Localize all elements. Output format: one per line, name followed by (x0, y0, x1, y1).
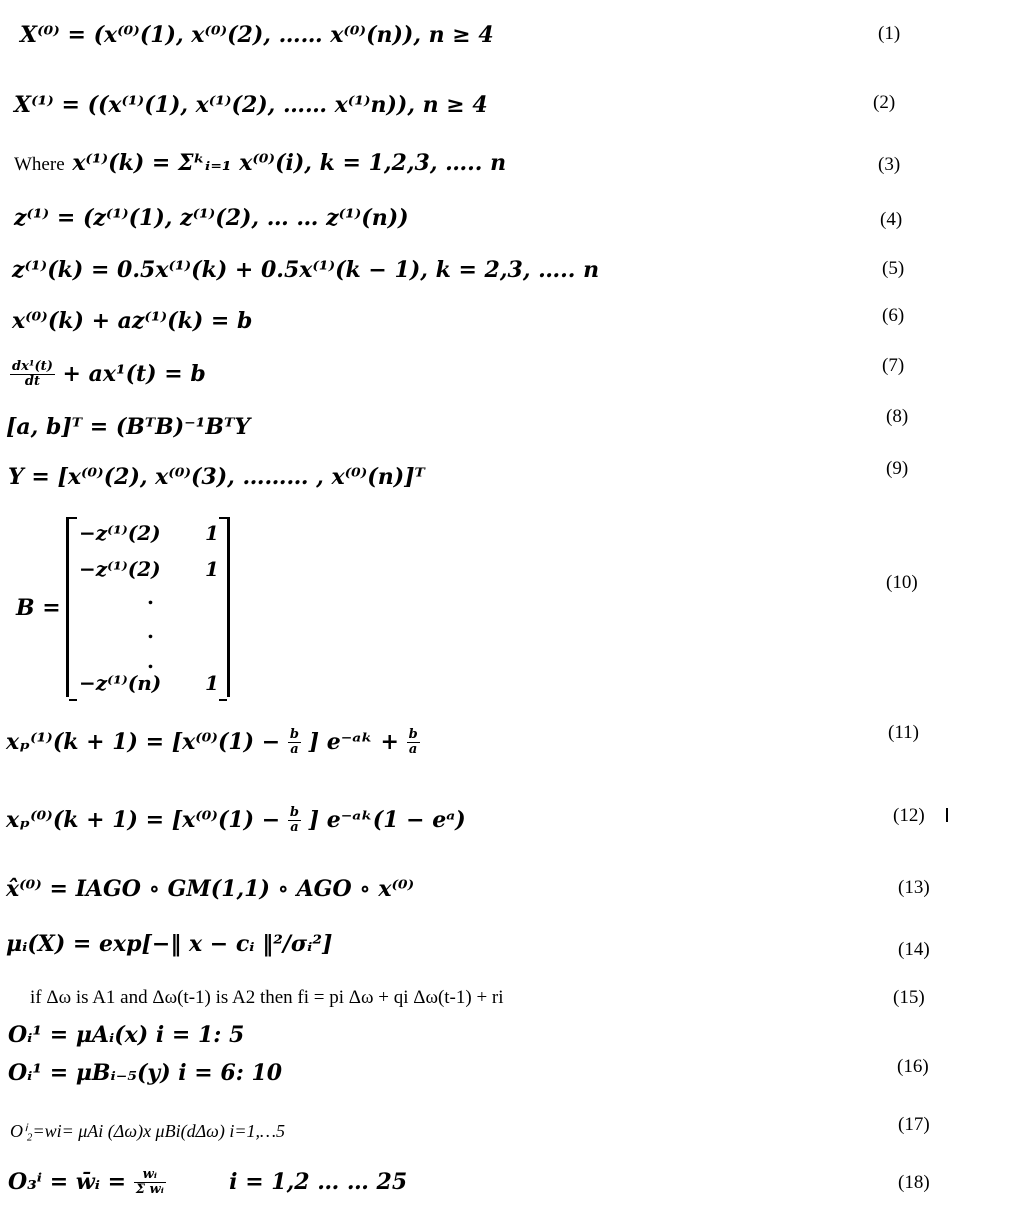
equation-3 (14, 152, 506, 174)
fraction-numerator: b (289, 805, 299, 820)
equation-14: μᵢ(X) = exp[−‖ x − cᵢ ‖²/σᵢ²] (6, 931, 333, 957)
fraction-b-over-a (407, 728, 420, 758)
equation-7-rest: + ax¹(t) = b (62, 360, 206, 387)
equation-number-18: (18) (898, 1172, 930, 1193)
equation-number-4: (4) (880, 209, 903, 230)
fraction-numerator: wᵢ (134, 1168, 166, 1183)
matrix-dot: . (147, 649, 154, 673)
equation-18 (8, 1168, 407, 1198)
fraction-denominator: a (408, 742, 418, 758)
equation-12-mid: ] e⁻ᵃᵏ(1 − eᵃ) (308, 806, 466, 833)
equation-17: Oⁱ₂=wi= μAi (Δω)x μBi(dΔω) i=1,…5 (10, 1121, 286, 1141)
equation-11 (6, 728, 420, 758)
equation-number-9: (9) (886, 458, 909, 479)
matrix-dot: . (147, 585, 154, 609)
equation-7 (10, 360, 206, 390)
equation-8: [a, b]ᵀ = (BᵀB)⁻¹BᵀY (6, 414, 251, 440)
equation-number-17: (17) (898, 1114, 930, 1135)
equation-number-3: (3) (878, 154, 901, 175)
equation-2: X⁽¹⁾ = ((x⁽¹⁾(1), x⁽¹⁾(2), …… x⁽¹⁾n)), n ≥ 4 (14, 92, 488, 118)
equation-16-line-1: Oᵢ¹ = μAᵢ(x) i = 1: 5 (8, 1022, 245, 1048)
fraction-numerator: b (289, 727, 299, 742)
fraction-denominator: Σ wᵢ (135, 1182, 164, 1198)
equation-number-5: (5) (882, 258, 905, 279)
equation-number-2: (2) (873, 92, 896, 113)
matrix-cell-r1c2: 1 (205, 521, 219, 545)
equation-18-lhs: O₃ⁱ = w̄ᵢ = (8, 1168, 127, 1195)
equation-1: X⁽⁰⁾ = (x⁽⁰⁾(1), x⁽⁰⁾(2), …… x⁽⁰⁾(n)), n ≥ 4 (20, 22, 494, 48)
matrix-lhs: B = (16, 595, 61, 621)
matrix-dot: . (147, 619, 154, 643)
fraction-b-over-a (288, 728, 301, 758)
equation-9: Y = [x⁽⁰⁾(2), x⁽⁰⁾(3), ……… , x⁽⁰⁾(n)]ᵀ (8, 464, 425, 490)
matrix-cell-r3c1: −z⁽¹⁾(n) (79, 671, 162, 695)
derivative-fraction (10, 360, 55, 390)
equation-number-14: (14) (898, 939, 930, 960)
matrix-cell-r3c2: 1 (205, 671, 219, 695)
matrix-cell-r2c1: −z⁽¹⁾(2) (79, 557, 161, 581)
fraction-weight (134, 1168, 166, 1198)
equation-number-8: (8) (886, 406, 909, 427)
equation-16-line-2: Oᵢ¹ = μBᵢ₋₅(y) i = 6: 10 (8, 1060, 283, 1086)
equation-number-7: (7) (882, 355, 905, 376)
fraction-denominator: a (290, 820, 299, 836)
equation-number-1: (1) (878, 23, 901, 44)
where-label: Where (14, 154, 65, 175)
equation-number-16: (16) (897, 1056, 929, 1077)
equation-number-11: (11) (888, 722, 919, 743)
fraction-numerator: dx¹(t) (12, 359, 53, 374)
equation-11-lhs: xₚ⁽¹⁾(k + 1) = [x⁽⁰⁾(1) − (6, 728, 281, 755)
equation-number-6: (6) (882, 305, 905, 326)
equation-number-15: (15) (893, 987, 925, 1008)
equation-number-10: (10) (886, 572, 918, 593)
equation-number-12: (12) (893, 805, 925, 826)
equation-11-mid: ] e⁻ᵃᵏ + (308, 728, 399, 755)
equation-12-lhs: xₚ⁽⁰⁾(k + 1) = [x⁽⁰⁾(1) − (6, 806, 281, 833)
equation-12 (6, 806, 466, 836)
equation-5: z⁽¹⁾(k) = 0.5x⁽¹⁾(k) + 0.5x⁽¹⁾(k − 1), k = 2,3, ….. n (12, 257, 600, 283)
matrix-cell-r1c1: −z⁽¹⁾(2) (79, 521, 161, 545)
matrix-b (66, 517, 230, 697)
equation-4: z⁽¹⁾ = (z⁽¹⁾(1), z⁽¹⁾(2), … … z⁽¹⁾(n)) (14, 205, 409, 231)
equation-18-rhs: i = 1,2 … … 25 (229, 1168, 408, 1195)
equation-6: x⁽⁰⁾(k) + az⁽¹⁾(k) = b (12, 308, 253, 334)
fraction-denominator: a (290, 742, 299, 758)
fraction-numerator: b (408, 727, 418, 742)
fraction-b-over-a (288, 806, 301, 836)
equation-15: if Δω is A1 and Δω(t-1) is A2 then fi = pi Δω + qi Δω(t-1) + ri (30, 987, 504, 1008)
equation-3-body: x⁽¹⁾(k) = Σᵏᵢ₌₁ x⁽⁰⁾(i), k = 1,2,3, ….. n (72, 150, 507, 176)
equation-number-13: (13) (898, 877, 930, 898)
edge-mark (946, 808, 948, 822)
equation-13: x̂⁽⁰⁾ = IAGO ∘ GM(1,1) ∘ AGO ∘ x⁽⁰⁾ (6, 876, 415, 902)
matrix-cell-r2c2: 1 (205, 557, 219, 581)
fraction-denominator: dt (24, 374, 40, 390)
